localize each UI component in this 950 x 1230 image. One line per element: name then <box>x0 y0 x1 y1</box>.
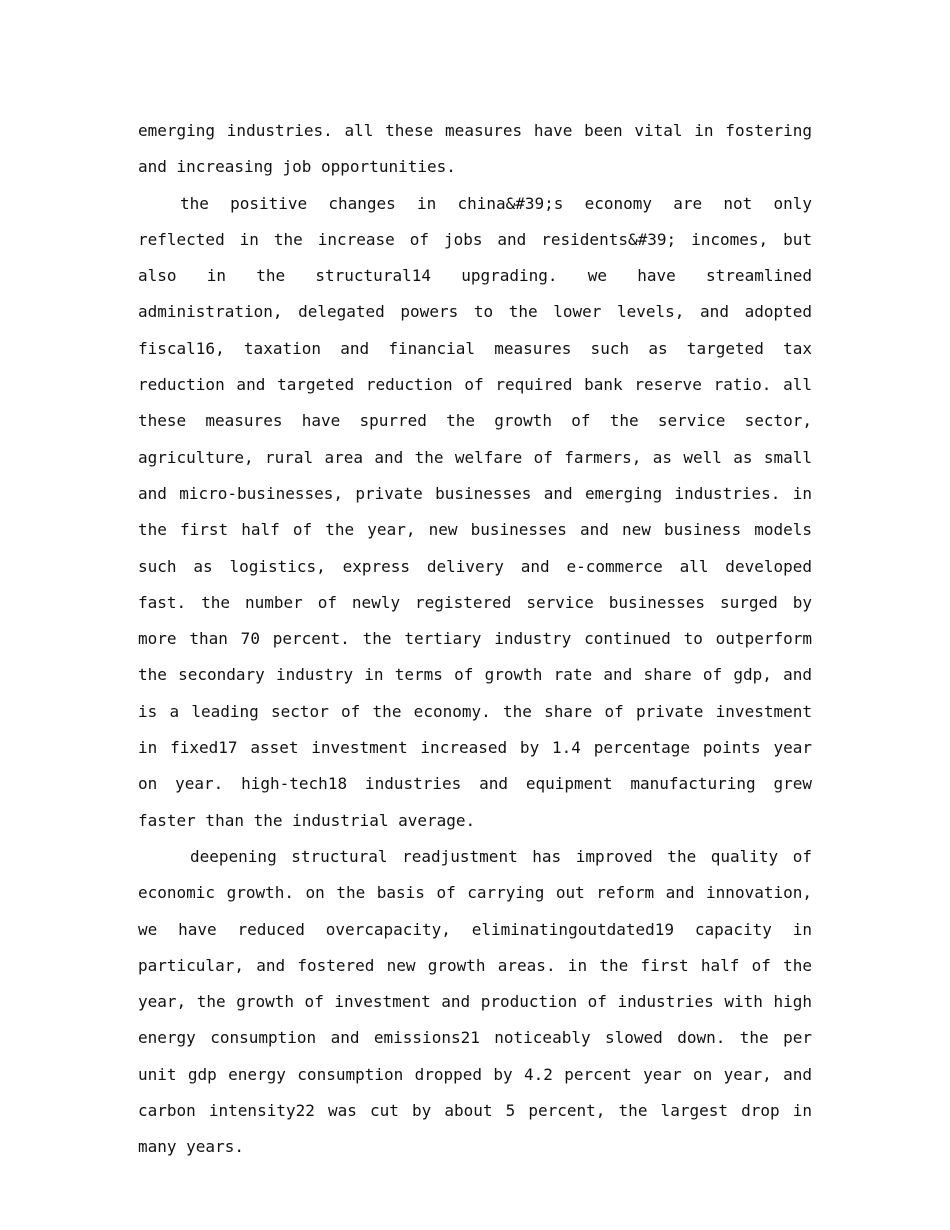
paragraph: deepening structural readjustment has improved the quality of economic growth. on the basis of carrying out reform and innovation, we have reduced overcapacity, eliminatingoutdated19 capacity in particular, and fostered new growth areas. in the first half of the year, the growth of investment and production of industries with high energy consumption and emissions21 noticeably slowed down. the per unit gdp energy consumption dropped by 4.2 percent year on year, and carbon intensity22 was cut by about 5 percent, the largest drop in many years. <box>138 846 812 1157</box>
document-page <box>138 113 812 1166</box>
paragraph: emerging industries. all these measures have been vital in fostering and increasing job opportunities. <box>138 121 812 177</box>
paragraph: the positive changes in china&#39;s economy are not only reflected in the increase of jobs and residents&#39; incomes, but also in the structural14 upgrading. we have streamlined administration, delegated powers to the lower levels, and adopted fiscal16, taxation and financial measures such as targeted tax reduction and targeted reduction of required bank reserve ratio. all these measures have spurred the growth of the service sector, agriculture, rural area and the welfare of farmers, as well as small and micro-businesses, private businesses and emerging industries. in the first half of the year, new businesses and new business models such as logistics, express delivery and e-commerce all developed fast. the number of newly registered service businesses surged by more than 70 percent. the tertiary industry continued to outperform the secondary industry in terms of growth rate and share of gdp, and is a leading sector of the economy. the share of private investment in fixed17 asset investment increased by 1.4 percentage points year on year. high-tech18 industries and equipment manufacturing grew faster than the industrial average. <box>138 193 812 830</box>
